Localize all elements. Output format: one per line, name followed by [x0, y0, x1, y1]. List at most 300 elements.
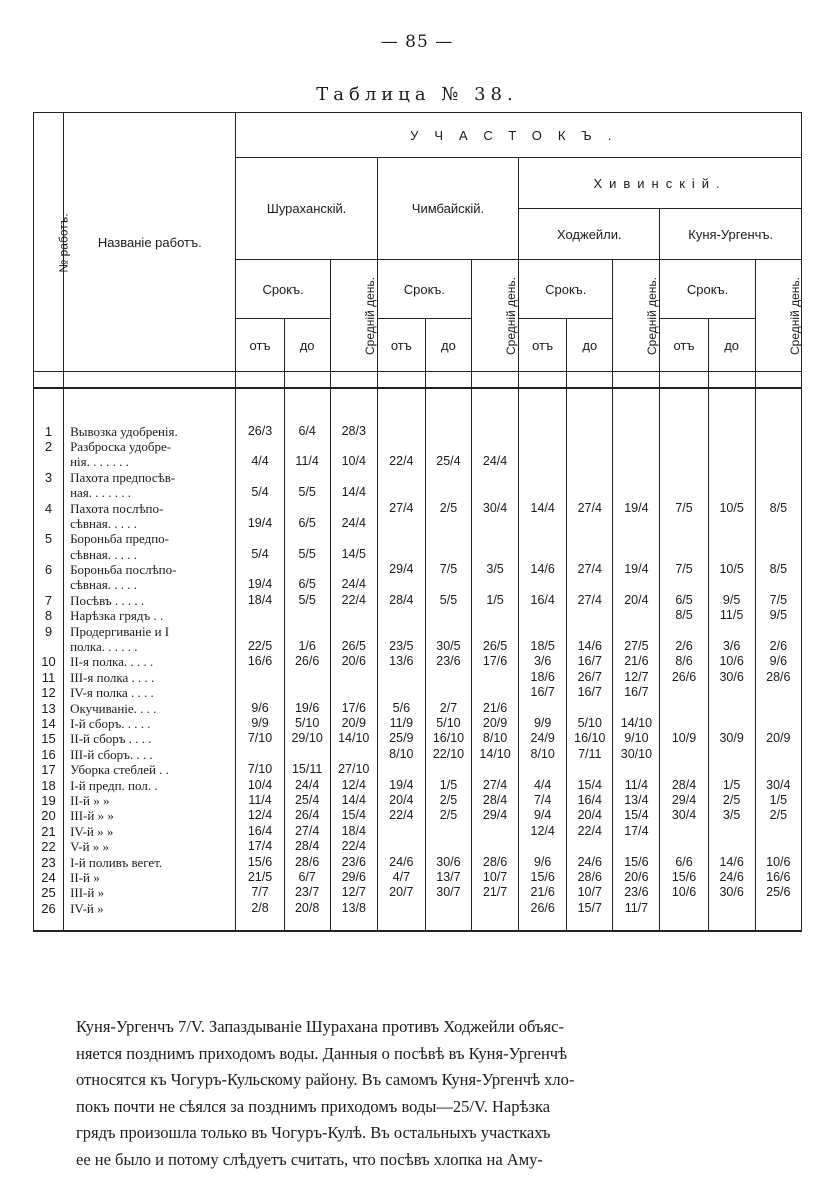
table-row: [34, 608, 802, 623]
date-cell: 29/4: [660, 793, 708, 808]
date-cell: [330, 685, 377, 700]
header-to: до: [284, 319, 330, 372]
date-cell: 9/9: [236, 716, 284, 731]
date-cell: 7/4: [519, 793, 567, 808]
date-cell: 1/5: [472, 593, 519, 608]
note-line: грядъ произошла только въ Чогуръ-Кулѣ. Въ остальныхъ участкахъ: [76, 1123, 551, 1142]
row-number: 21: [34, 824, 64, 839]
date-cell: 29/6: [330, 870, 377, 885]
table-row: [34, 623, 802, 638]
date-cell: [425, 901, 471, 916]
date-cell: 28/6: [284, 854, 330, 869]
table-row: [34, 854, 802, 869]
date-cell: 6/5: [284, 577, 330, 592]
date-cell: [613, 839, 660, 854]
date-cell: [425, 470, 471, 485]
date-cell: 16/10: [567, 731, 613, 746]
table-row: [34, 593, 802, 608]
date-cell: 5/10: [425, 716, 471, 731]
header-uchastok: УЧАСТОКЪ.: [236, 113, 802, 158]
date-cell: 20/6: [330, 654, 377, 669]
date-cell: 10/7: [472, 870, 519, 885]
date-cell: 20/9: [755, 731, 801, 746]
date-cell: 30/4: [472, 500, 519, 515]
table-row: [34, 516, 802, 531]
row-number: 3: [34, 470, 64, 485]
header-mid-day: Средній день.: [472, 260, 519, 372]
date-cell: 8/5: [755, 500, 801, 515]
work-name: сѣвная. . . . .: [64, 547, 236, 562]
date-cell: 7/7: [236, 885, 284, 900]
date-cell: 29/10: [284, 731, 330, 746]
row-number: 18: [34, 777, 64, 792]
date-cell: 9/5: [755, 608, 801, 623]
date-cell: 17/6: [330, 700, 377, 715]
date-cell: 10/6: [660, 885, 708, 900]
date-cell: 20/4: [377, 793, 425, 808]
date-cell: 22/4: [567, 824, 613, 839]
date-cell: 15/4: [330, 808, 377, 823]
header-srok: Срокъ.: [519, 260, 613, 319]
date-cell: 28/4: [660, 777, 708, 792]
date-cell: [660, 762, 708, 777]
date-cell: 9/9: [519, 716, 567, 731]
date-cell: [425, 531, 471, 546]
date-cell: 16/7: [567, 654, 613, 669]
date-cell: 26/6: [284, 654, 330, 669]
work-name: I-й сборъ. . . . .: [64, 716, 236, 731]
date-cell: 16/4: [567, 793, 613, 808]
date-cell: [284, 608, 330, 623]
date-cell: [567, 547, 613, 562]
date-cell: [425, 439, 471, 454]
work-name: IV-й »: [64, 901, 236, 916]
date-cell: 1/6: [284, 639, 330, 654]
date-cell: 30/9: [708, 731, 755, 746]
date-cell: [377, 516, 425, 531]
table-row: [34, 824, 802, 839]
date-cell: 27/4: [377, 500, 425, 515]
date-cell: 15/6: [660, 870, 708, 885]
date-cell: 26/3: [236, 423, 284, 438]
date-cell: 11/4: [613, 777, 660, 792]
date-cell: [377, 685, 425, 700]
date-cell: 28/4: [377, 593, 425, 608]
date-cell: [613, 531, 660, 546]
table-row: [34, 747, 802, 762]
date-cell: 15/6: [613, 854, 660, 869]
schedule-table: [33, 112, 802, 932]
date-cell: 21/6: [472, 700, 519, 715]
date-cell: [519, 839, 567, 854]
work-name: III-я полка . . . .: [64, 670, 236, 685]
date-cell: 14/4: [330, 793, 377, 808]
footnote-text: [76, 1014, 760, 1173]
work-name: III-й » »: [64, 808, 236, 823]
date-cell: [284, 531, 330, 546]
note-line: ее не было и потому слѣдуетъ считать, что посѣвъ хлопка на Аму-: [76, 1149, 543, 1169]
work-name: II-я полка. . . . .: [64, 654, 236, 669]
row-number: 9: [34, 623, 64, 638]
date-cell: [519, 485, 567, 500]
date-cell: 6/6: [660, 854, 708, 869]
date-cell: [284, 562, 330, 577]
date-cell: 7/10: [236, 731, 284, 746]
date-cell: 3/6: [519, 654, 567, 669]
header-from: отъ: [519, 319, 567, 372]
date-cell: [377, 839, 425, 854]
date-cell: [236, 531, 284, 546]
date-cell: 17/6: [472, 654, 519, 669]
date-cell: 27/10: [330, 762, 377, 777]
date-cell: 25/4: [425, 454, 471, 469]
date-cell: 10/7: [567, 885, 613, 900]
date-cell: 2/5: [755, 808, 801, 823]
date-cell: [377, 485, 425, 500]
header-khodzheili: Ходжейли.: [519, 209, 660, 260]
date-cell: [472, 439, 519, 454]
date-cell: 26/4: [284, 808, 330, 823]
date-cell: [377, 824, 425, 839]
header-khiva: Хивинскій.: [519, 158, 802, 209]
date-cell: 5/6: [377, 700, 425, 715]
date-cell: 5/4: [236, 547, 284, 562]
work-name: Продергиваніе и I: [64, 623, 236, 638]
date-cell: 19/4: [236, 516, 284, 531]
date-cell: 17/4: [613, 824, 660, 839]
date-cell: 14/6: [567, 639, 613, 654]
date-cell: [660, 623, 708, 638]
date-cell: 12/4: [330, 777, 377, 792]
date-cell: [708, 439, 755, 454]
date-cell: [425, 670, 471, 685]
table-row: [34, 654, 802, 669]
date-cell: [425, 485, 471, 500]
date-cell: 9/10: [613, 731, 660, 746]
date-cell: 9/5: [708, 593, 755, 608]
note-line: Куня-Ургенчъ 7/V. Запаздываніе Шурахана противъ Ходжейли объяс-: [76, 1017, 564, 1036]
date-cell: [236, 747, 284, 762]
date-cell: 15/6: [519, 870, 567, 885]
date-cell: [236, 670, 284, 685]
date-cell: [472, 670, 519, 685]
date-cell: [660, 516, 708, 531]
date-cell: [567, 700, 613, 715]
date-cell: 27/4: [567, 593, 613, 608]
date-cell: 6/5: [660, 593, 708, 608]
date-cell: [708, 623, 755, 638]
date-cell: [660, 685, 708, 700]
date-cell: 11/5: [708, 608, 755, 623]
date-cell: 28/6: [472, 854, 519, 869]
table-row: [34, 577, 802, 592]
date-cell: 2/5: [708, 793, 755, 808]
date-cell: [425, 423, 471, 438]
date-cell: 2/6: [660, 639, 708, 654]
date-cell: 20/6: [613, 870, 660, 885]
date-cell: [425, 608, 471, 623]
date-cell: 27/4: [472, 777, 519, 792]
date-cell: [377, 762, 425, 777]
date-cell: 20/4: [613, 593, 660, 608]
date-cell: [472, 824, 519, 839]
date-cell: [567, 454, 613, 469]
date-cell: 21/5: [236, 870, 284, 885]
date-cell: [377, 439, 425, 454]
date-cell: [755, 762, 801, 777]
date-cell: [755, 470, 801, 485]
date-cell: [567, 531, 613, 546]
date-cell: [567, 516, 613, 531]
date-cell: 7/5: [425, 562, 471, 577]
date-cell: 7/5: [660, 562, 708, 577]
date-cell: [613, 439, 660, 454]
table-row: [34, 670, 802, 685]
date-cell: [425, 623, 471, 638]
date-cell: 9/4: [519, 808, 567, 823]
date-cell: 2/8: [236, 901, 284, 916]
row-number: 22: [34, 839, 64, 854]
date-cell: [472, 423, 519, 438]
date-cell: [755, 485, 801, 500]
date-cell: 3/5: [472, 562, 519, 577]
date-cell: 14/6: [519, 562, 567, 577]
date-cell: [284, 470, 330, 485]
table-row: [34, 531, 802, 546]
date-cell: [472, 608, 519, 623]
date-cell: [708, 716, 755, 731]
date-cell: [660, 423, 708, 438]
date-cell: [660, 577, 708, 592]
row-number: 8: [34, 608, 64, 623]
row-number: 23: [34, 854, 64, 869]
work-name: Пахота предпосѣв-: [64, 470, 236, 485]
date-cell: 9/6: [236, 700, 284, 715]
date-cell: [755, 531, 801, 546]
date-cell: [567, 439, 613, 454]
date-cell: [613, 470, 660, 485]
table-row: [34, 870, 802, 885]
date-cell: 5/10: [567, 716, 613, 731]
header-kunya-urgench: Куня-Ургенчъ.: [660, 209, 802, 260]
date-cell: 2/5: [425, 808, 471, 823]
date-cell: 25/9: [377, 731, 425, 746]
date-cell: [755, 577, 801, 592]
date-cell: 14/10: [472, 747, 519, 762]
date-cell: 29/4: [472, 808, 519, 823]
work-name: Посѣвъ . . . . .: [64, 593, 236, 608]
date-cell: 15/4: [613, 808, 660, 823]
date-cell: [472, 531, 519, 546]
date-cell: 12/4: [236, 808, 284, 823]
work-name: V-й » »: [64, 839, 236, 854]
date-cell: [613, 700, 660, 715]
date-cell: 8/6: [660, 654, 708, 669]
date-cell: 6/5: [284, 516, 330, 531]
date-cell: 22/10: [425, 747, 471, 762]
header-mid-day: Средній день.: [613, 260, 660, 372]
header-srok: Срокъ.: [236, 260, 330, 319]
work-name: III-й сборъ. . . .: [64, 747, 236, 762]
work-name: Вывозка удобренія.: [64, 423, 236, 438]
date-cell: 20/4: [567, 808, 613, 823]
row-number: 17: [34, 762, 64, 777]
date-cell: [284, 685, 330, 700]
date-cell: [519, 623, 567, 638]
date-cell: 13/7: [425, 870, 471, 885]
row-number: 12: [34, 685, 64, 700]
date-cell: [377, 623, 425, 638]
work-name: Пахота послѣпо-: [64, 500, 236, 515]
date-cell: [755, 716, 801, 731]
date-cell: 9/6: [519, 854, 567, 869]
date-cell: 5/10: [284, 716, 330, 731]
row-number: 10: [34, 654, 64, 669]
date-cell: [519, 470, 567, 485]
date-cell: [519, 762, 567, 777]
date-cell: 10/5: [708, 562, 755, 577]
date-cell: [613, 762, 660, 777]
date-cell: [377, 608, 425, 623]
date-cell: [472, 470, 519, 485]
table-row: [34, 793, 802, 808]
date-cell: 23/7: [284, 885, 330, 900]
row-number: 24: [34, 870, 64, 885]
date-cell: 7/11: [567, 747, 613, 762]
date-cell: [755, 839, 801, 854]
date-cell: [660, 700, 708, 715]
date-cell: 24/4: [330, 516, 377, 531]
date-cell: [755, 747, 801, 762]
table-row: [34, 439, 802, 454]
date-cell: 30/6: [708, 670, 755, 685]
work-name: III-й »: [64, 885, 236, 900]
date-cell: [236, 439, 284, 454]
date-cell: [472, 623, 519, 638]
date-cell: 1/5: [425, 777, 471, 792]
date-cell: [284, 439, 330, 454]
date-cell: [708, 547, 755, 562]
header-number: № работъ.: [34, 113, 64, 372]
table-row: [34, 639, 802, 654]
date-cell: 16/7: [519, 685, 567, 700]
date-cell: 26/6: [660, 670, 708, 685]
header-srok: Срокъ.: [377, 260, 471, 319]
date-cell: 16/7: [613, 685, 660, 700]
date-cell: 16/6: [236, 654, 284, 669]
date-cell: 18/6: [519, 670, 567, 685]
date-cell: [472, 516, 519, 531]
date-cell: [567, 839, 613, 854]
date-cell: [519, 700, 567, 715]
date-cell: 14/4: [519, 500, 567, 515]
row-number: 13: [34, 700, 64, 715]
table-row: [34, 731, 802, 746]
date-cell: 2/6: [755, 639, 801, 654]
work-name: сѣвная. . . . .: [64, 516, 236, 531]
date-cell: 11/4: [236, 793, 284, 808]
date-cell: [708, 531, 755, 546]
date-cell: [755, 685, 801, 700]
date-cell: 8/5: [755, 562, 801, 577]
date-cell: [472, 485, 519, 500]
date-cell: [660, 454, 708, 469]
date-cell: [755, 824, 801, 839]
table-row: [34, 685, 802, 700]
date-cell: [567, 423, 613, 438]
row-number: 2: [34, 439, 64, 454]
date-cell: [755, 901, 801, 916]
date-cell: 22/4: [377, 454, 425, 469]
date-cell: [377, 423, 425, 438]
date-cell: [425, 839, 471, 854]
row-number: [34, 485, 64, 500]
table-title: Таблица № 38.: [316, 84, 518, 105]
date-cell: 14/10: [613, 716, 660, 731]
work-name: II-й » »: [64, 793, 236, 808]
date-cell: 16/4: [236, 824, 284, 839]
date-cell: [567, 623, 613, 638]
date-cell: [330, 470, 377, 485]
date-cell: [708, 762, 755, 777]
table-row: [34, 470, 802, 485]
row-number: 14: [34, 716, 64, 731]
note-line: относятся къ Чогуръ-Кульскому району. Въ самомъ Куня-Ургенчѣ хло-: [76, 1070, 575, 1089]
work-name: Бороньба послѣпо-: [64, 562, 236, 577]
date-cell: [284, 500, 330, 515]
date-cell: 22/4: [330, 839, 377, 854]
date-cell: [425, 685, 471, 700]
date-cell: 22/5: [236, 639, 284, 654]
date-cell: [708, 747, 755, 762]
date-cell: 26/5: [472, 639, 519, 654]
date-cell: 25/4: [284, 793, 330, 808]
date-cell: [236, 470, 284, 485]
date-cell: 13/4: [613, 793, 660, 808]
date-cell: 22/4: [377, 808, 425, 823]
date-cell: 26/7: [567, 670, 613, 685]
date-cell: 19/4: [236, 577, 284, 592]
work-name: полка. . . . . .: [64, 639, 236, 654]
date-cell: [472, 685, 519, 700]
date-cell: 30/10: [613, 747, 660, 762]
date-cell: 28/4: [284, 839, 330, 854]
date-cell: [330, 608, 377, 623]
table-row: [34, 562, 802, 577]
row-number: 11: [34, 670, 64, 685]
date-cell: 11/7: [613, 901, 660, 916]
date-cell: [755, 454, 801, 469]
date-cell: [519, 516, 567, 531]
header-from: отъ: [377, 319, 425, 372]
date-cell: 14/10: [330, 731, 377, 746]
table-row: [34, 700, 802, 715]
date-cell: 17/4: [236, 839, 284, 854]
date-cell: 10/4: [236, 777, 284, 792]
date-cell: 14/5: [330, 547, 377, 562]
date-cell: 19/4: [613, 500, 660, 515]
date-cell: 18/4: [330, 824, 377, 839]
row-number: 15: [34, 731, 64, 746]
date-cell: 13/6: [377, 654, 425, 669]
header-from: отъ: [660, 319, 708, 372]
date-cell: 10/4: [330, 454, 377, 469]
row-number: 25: [34, 885, 64, 900]
date-cell: [284, 747, 330, 762]
date-cell: [377, 470, 425, 485]
date-cell: 11/9: [377, 716, 425, 731]
date-cell: 5/5: [284, 547, 330, 562]
